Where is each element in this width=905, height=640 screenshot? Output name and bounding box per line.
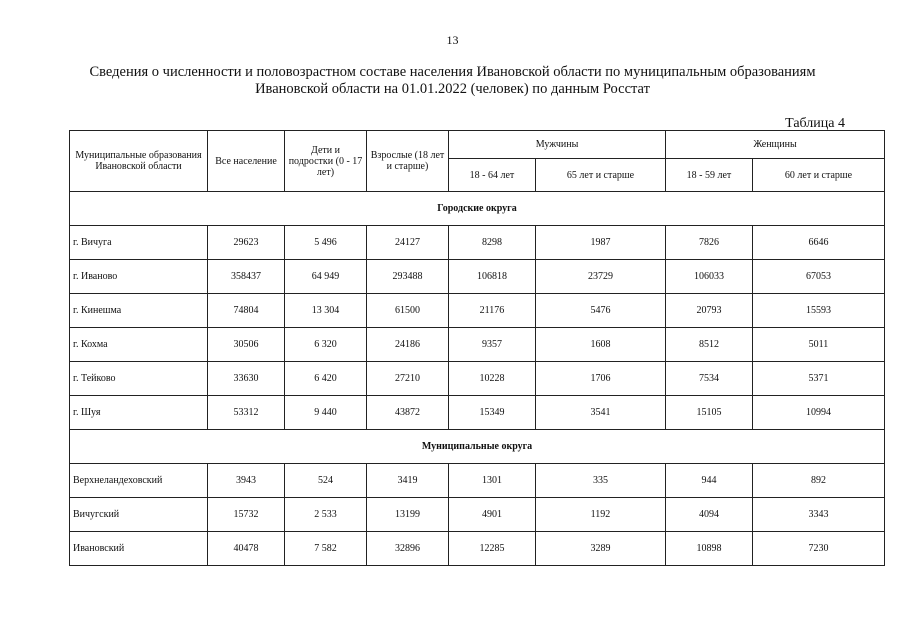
cell-children: 524 — [285, 464, 367, 498]
cell-total: 15732 — [208, 498, 285, 532]
page-number: 13 — [446, 33, 459, 47]
cell-total: 53312 — [208, 396, 285, 430]
cell-men-18-64: 12285 — [449, 532, 536, 566]
cell-adults: 3419 — [367, 464, 449, 498]
table-row — [70, 532, 885, 566]
cell-men-65: 1987 — [536, 226, 666, 260]
cell-men-65: 1608 — [536, 328, 666, 362]
cell-name: Верхнеландеховский — [70, 464, 208, 498]
header-men-18-64: 18 - 64 лет — [449, 159, 536, 192]
header-women: Женщины — [666, 131, 885, 159]
title-line-2: Ивановской области на 01.01.2022 (человек) по данным Росстат — [255, 81, 650, 97]
cell-total: 74804 — [208, 294, 285, 328]
cell-name: г. Кохма — [70, 328, 208, 362]
title-line-1: Сведения о численности и половозрастном составе населения Ивановской области по муниципальным образованиям — [89, 64, 816, 80]
cell-men-65: 335 — [536, 464, 666, 498]
section-title: Городские округа — [70, 192, 885, 226]
table-row — [70, 464, 885, 498]
cell-men-18-64: 4901 — [449, 498, 536, 532]
cell-children: 2 533 — [285, 498, 367, 532]
cell-women-60: 5371 — [753, 362, 885, 396]
cell-women-18-59: 20793 — [666, 294, 753, 328]
cell-men-65: 1192 — [536, 498, 666, 532]
cell-children: 5 496 — [285, 226, 367, 260]
cell-men-18-64: 106818 — [449, 260, 536, 294]
cell-women-60: 892 — [753, 464, 885, 498]
cell-name: г. Кинешма — [70, 294, 208, 328]
table-row — [70, 260, 885, 294]
table-body — [70, 192, 885, 566]
document-title — [40, 64, 865, 98]
cell-name: Вичугский — [70, 498, 208, 532]
cell-adults: 32896 — [367, 532, 449, 566]
table-row — [70, 396, 885, 430]
header-children: Дети и подростки (0 - 17 лет) — [285, 131, 367, 192]
cell-men-65: 1706 — [536, 362, 666, 396]
cell-men-65: 3289 — [536, 532, 666, 566]
cell-women-18-59: 4094 — [666, 498, 753, 532]
section-row — [70, 192, 885, 226]
cell-total: 40478 — [208, 532, 285, 566]
cell-women-60: 67053 — [753, 260, 885, 294]
cell-women-18-59: 106033 — [666, 260, 753, 294]
table-row — [70, 362, 885, 396]
cell-women-60: 10994 — [753, 396, 885, 430]
header-women-60-plus: 60 лет и старше — [753, 159, 885, 192]
table-row — [70, 226, 885, 260]
cell-women-60: 15593 — [753, 294, 885, 328]
table-row — [70, 294, 885, 328]
population-table — [69, 130, 885, 566]
cell-name: Ивановский — [70, 532, 208, 566]
cell-women-18-59: 15105 — [666, 396, 753, 430]
cell-men-18-64: 15349 — [449, 396, 536, 430]
cell-women-18-59: 944 — [666, 464, 753, 498]
header-men-65-plus: 65 лет и старше — [536, 159, 666, 192]
cell-men-18-64: 21176 — [449, 294, 536, 328]
header-municipality: Муниципальные образования Ивановской области — [70, 131, 208, 192]
cell-total: 358437 — [208, 260, 285, 294]
cell-men-18-64: 8298 — [449, 226, 536, 260]
cell-adults: 27210 — [367, 362, 449, 396]
cell-adults: 43872 — [367, 396, 449, 430]
table-row — [70, 498, 885, 532]
cell-women-18-59: 8512 — [666, 328, 753, 362]
cell-children: 13 304 — [285, 294, 367, 328]
section-title: Муниципальные округа — [70, 430, 885, 464]
cell-name: г. Вичуга — [70, 226, 208, 260]
cell-adults: 24127 — [367, 226, 449, 260]
cell-men-65: 5476 — [536, 294, 666, 328]
cell-women-18-59: 10898 — [666, 532, 753, 566]
cell-women-60: 3343 — [753, 498, 885, 532]
cell-total: 29623 — [208, 226, 285, 260]
cell-total: 3943 — [208, 464, 285, 498]
header-adults: Взрослые (18 лет и старше) — [367, 131, 449, 192]
cell-children: 9 440 — [285, 396, 367, 430]
cell-name: г. Иваново — [70, 260, 208, 294]
cell-men-18-64: 1301 — [449, 464, 536, 498]
cell-adults: 61500 — [367, 294, 449, 328]
header-total: Все население — [208, 131, 285, 192]
cell-total: 30506 — [208, 328, 285, 362]
header-men: Мужчины — [449, 131, 666, 159]
header-women-18-59: 18 - 59 лет — [666, 159, 753, 192]
cell-women-18-59: 7534 — [666, 362, 753, 396]
cell-men-18-64: 10228 — [449, 362, 536, 396]
section-row — [70, 430, 885, 464]
cell-women-60: 6646 — [753, 226, 885, 260]
cell-total: 33630 — [208, 362, 285, 396]
cell-women-60: 5011 — [753, 328, 885, 362]
cell-men-65: 23729 — [536, 260, 666, 294]
cell-children: 64 949 — [285, 260, 367, 294]
cell-name: г. Тейково — [70, 362, 208, 396]
cell-children: 6 420 — [285, 362, 367, 396]
cell-adults: 13199 — [367, 498, 449, 532]
table-label: Таблица 4 — [785, 116, 845, 131]
cell-men-18-64: 9357 — [449, 328, 536, 362]
cell-children: 6 320 — [285, 328, 367, 362]
cell-name: г. Шуя — [70, 396, 208, 430]
cell-men-65: 3541 — [536, 396, 666, 430]
cell-adults: 293488 — [367, 260, 449, 294]
cell-women-60: 7230 — [753, 532, 885, 566]
cell-women-18-59: 7826 — [666, 226, 753, 260]
cell-adults: 24186 — [367, 328, 449, 362]
cell-children: 7 582 — [285, 532, 367, 566]
table-row — [70, 328, 885, 362]
